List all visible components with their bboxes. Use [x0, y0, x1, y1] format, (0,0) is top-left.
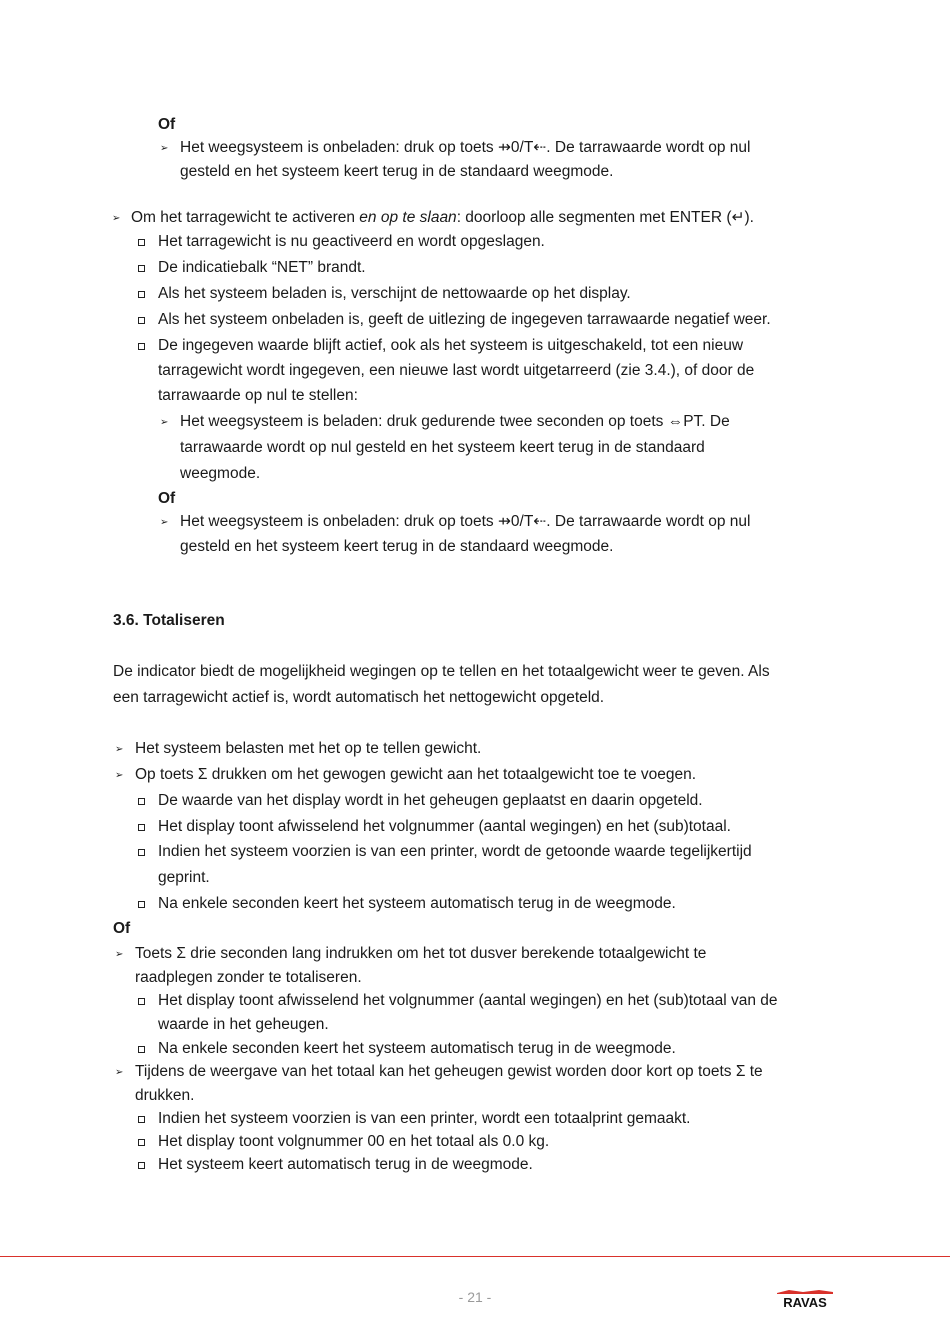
square-bullet-icon: [138, 1156, 145, 1176]
square-bullet-icon: [138, 285, 145, 305]
body-text: Het systeem belasten met het op te tellen gewicht.: [135, 740, 482, 757]
or-label: Of: [158, 116, 176, 133]
square-bullet-icon: [138, 792, 145, 812]
body-text: De indicatiebalk “NET” brandt.: [158, 259, 366, 276]
body-text: Indien het systeem voorzien is van een printer, wordt een totaalprint gemaakt.: [158, 1110, 691, 1127]
ravas-logo: [775, 1289, 835, 1309]
section-heading: 3.6. Totaliseren: [113, 612, 225, 629]
or-label: Of: [158, 490, 176, 507]
body-text: raadplegen zonder te totaliseren.: [135, 969, 362, 986]
body-text: De indicator biedt de mogelijkheid wegingen op te tellen en het totaalgewicht weer te geven. Als: [113, 663, 770, 680]
body-text: Het systeem keert automatisch terug in de weegmode.: [158, 1156, 533, 1173]
body-text: tarrawaarde wordt op nul gesteld en het systeem keert terug in de standaard: [180, 439, 705, 456]
body-text: Op toets Σ drukken om het gewogen gewicht aan het totaalgewicht toe te voegen.: [135, 766, 697, 783]
arrow-bullet-icon: ➢: [160, 143, 169, 154]
arrow-bullet-icon: ➢: [115, 949, 124, 960]
square-bullet-icon: [138, 992, 145, 1012]
body-text: gesteld en het systeem keert terug in de standaard weegmode.: [180, 538, 614, 555]
body-text: Het display toont afwisselend het volgnummer (aantal wegingen) en het (sub)totaal van de: [158, 992, 778, 1009]
footer-rule: [0, 1256, 950, 1257]
body-text: Als het systeem beladen is, verschijnt de nettowaarde op het display.: [158, 285, 631, 302]
arrow-bullet-icon: ➢: [160, 417, 169, 428]
square-bullet-icon: [138, 259, 145, 279]
body-text: De ingegeven waarde blijft actief, ook als het systeem is uitgeschakeld, tot een nieuw: [158, 337, 744, 354]
or-label: Of: [113, 920, 131, 937]
body-text: waarde in het geheugen.: [158, 1016, 329, 1033]
body-text: Als het systeem onbeladen is, geeft de uitlezing de ingegeven tarrawaarde negatief weer.: [158, 311, 771, 328]
body-text: tarragewicht wordt ingegeven, een nieuwe last wordt uitgetarreerd (zie 3.4.), of door de: [158, 362, 755, 379]
square-bullet-icon: [138, 337, 145, 357]
page-number: - 21 -: [458, 1289, 492, 1305]
svg-text:RAVAS: RAVAS: [783, 1295, 827, 1309]
body-text: Het tarragewicht is nu geactiveerd en wordt opgeslagen.: [158, 233, 545, 250]
body-text: Het weegsysteem is onbeladen: druk op toets ⇸0/T⇠. De tarrawaarde wordt op nul: [180, 513, 751, 530]
square-bullet-icon: [138, 233, 145, 253]
arrow-bullet-icon: ➢: [115, 770, 124, 781]
body-text: tarrawaarde op nul te stellen:: [158, 387, 358, 404]
body-text: Het display toont volgnummer 00 en het totaal als 0.0 kg.: [158, 1133, 550, 1150]
body-text: Toets Σ drie seconden lang indrukken om het tot dusver berekende totaalgewicht te: [135, 945, 707, 962]
body-text: Na enkele seconden keert het systeem automatisch terug in de weegmode.: [158, 1040, 676, 1057]
body-text: De waarde van het display wordt in het geheugen geplaatst en daarin opgeteld.: [158, 792, 703, 809]
arrow-bullet-icon: ➢: [115, 744, 124, 755]
body-text: Tijdens de weergave van het totaal kan het geheugen gewist worden door kort op toets Σ te: [135, 1063, 763, 1080]
body-text: geprint.: [158, 869, 210, 886]
body-text: Het weegsysteem is onbeladen: druk op toets ⇸0/T⇠. De tarrawaarde wordt op nul: [180, 139, 751, 156]
body-text: Om het tarragewicht te activeren en op te slaan: doorloop alle segmenten met ENTER (↵).: [131, 209, 754, 226]
body-text: Het display toont afwisselend het volgnummer (aantal wegingen) en het (sub)totaal.: [158, 818, 731, 835]
body-text: gesteld en het systeem keert terug in de standaard weegmode.: [180, 163, 614, 180]
body-text: Na enkele seconden keert het systeem automatisch terug in de weegmode.: [158, 895, 676, 912]
arrow-bullet-icon: ➢: [115, 1067, 124, 1078]
square-bullet-icon: [138, 1133, 145, 1153]
square-bullet-icon: [138, 1110, 145, 1130]
arrow-bullet-icon: ➢: [160, 517, 169, 528]
body-text: een tarragewicht actief is, wordt automatisch het nettogewicht opgeteld.: [113, 689, 605, 706]
square-bullet-icon: [138, 311, 145, 331]
square-bullet-icon: [138, 895, 145, 915]
body-text: drukken.: [135, 1087, 195, 1104]
square-bullet-icon: [138, 1040, 145, 1060]
body-text: weegmode.: [180, 465, 261, 482]
body-text: Het weegsysteem is beladen: druk gedurende twee seconden op toets ⇔PT. De: [180, 413, 730, 430]
square-bullet-icon: [138, 843, 145, 863]
body-text: Indien het systeem voorzien is van een printer, wordt de getoonde waarde tegelijkertijd: [158, 843, 752, 860]
square-bullet-icon: [138, 818, 145, 838]
arrow-bullet-icon: ➢: [112, 213, 121, 224]
